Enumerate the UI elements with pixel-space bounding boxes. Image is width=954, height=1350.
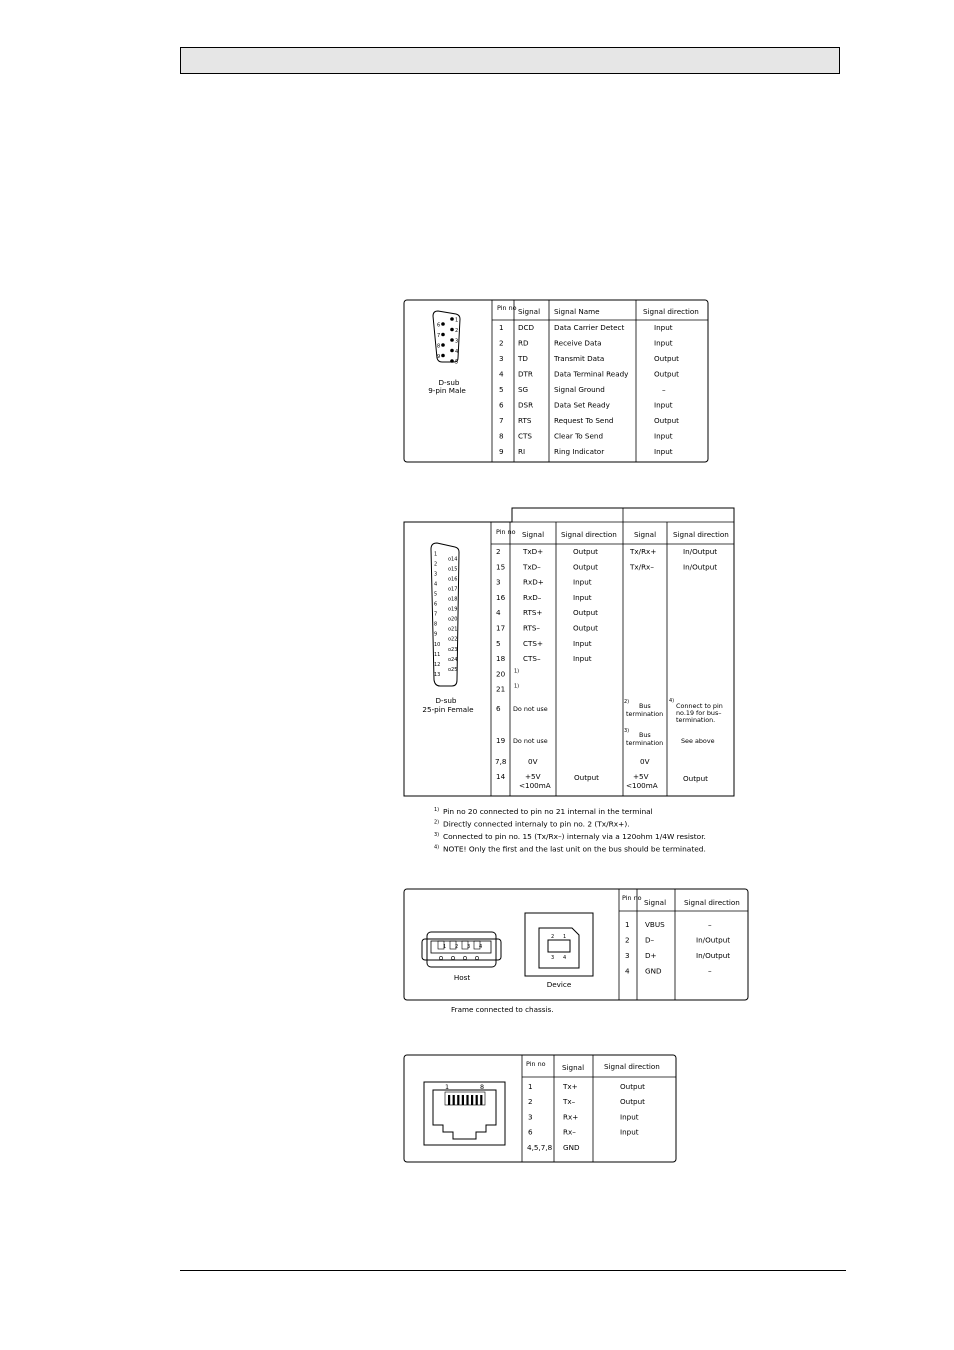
rj45-contact: [480, 1095, 482, 1105]
dsub9-pin-dot: [450, 328, 454, 332]
rs422-note-marker: 3): [434, 832, 440, 838]
rs232-row-pin: 2: [499, 338, 504, 348]
rs422-row-signal: RTS+: [523, 608, 543, 618]
rs232-row-signal: DCD: [518, 323, 535, 332]
rs422-note-marker: 4): [434, 844, 440, 851]
usb-device-pin-1: 1: [563, 934, 567, 940]
eth-row-direction: Input: [620, 1127, 639, 1137]
usb-host-connector-icon: [422, 932, 501, 967]
rs422-row6-dir2-2: no.19 for bus–: [676, 709, 722, 717]
dsub9-pin-dot: [441, 343, 445, 347]
rs232-row-signal: DSR: [518, 400, 534, 410]
rs232-row-name: Transmit Data: [554, 354, 605, 363]
rs232-row-signal: RD: [518, 338, 529, 348]
rs422-note-text: Directly connected internaly to pin no. 2 (Tx/Rx+).: [443, 819, 630, 829]
rs422-row-signal: TxD–: [523, 562, 541, 572]
dsub25-pin-number: o14: [448, 556, 458, 563]
usb-device-pin-2: 2: [551, 934, 555, 940]
usb-header-pin: Pin no: [622, 894, 642, 902]
dsub25-pin-number: 1: [434, 551, 438, 558]
eth-row-pin: 6: [528, 1127, 533, 1137]
rs422-row-signal: TxD+: [523, 547, 544, 556]
eth-row-direction: Input: [620, 1112, 639, 1122]
rs422-row-pin: 2: [496, 547, 501, 556]
rs422-row6-sig2-sup: 2): [624, 699, 630, 705]
rj45-contact: [457, 1095, 459, 1105]
rs422-note-text: Connected to pin no. 15 (Tx/Rx–) internaly via a 120ohm 1/4W resistor.: [443, 832, 706, 841]
usb-device-label: Device: [546, 980, 572, 989]
rs232-connector-label-2: 9-pin Male: [428, 386, 466, 395]
dsub9-pin-number: 6: [437, 322, 441, 329]
dsub25-pin-number: 6: [434, 601, 438, 608]
dsub25-pin-number: o16: [448, 576, 458, 583]
rs422-row-signal-footnote: 1): [514, 668, 520, 675]
rs422-row-pin: 18: [496, 654, 506, 664]
rs232-row-name: Signal Ground: [554, 385, 605, 394]
dsub9-pin-number: 8: [437, 343, 441, 350]
rs232-row-pin: 9: [499, 447, 504, 456]
rs422-header-pin: Pin no: [496, 528, 516, 536]
rs422-header-direction: Signal direction: [561, 530, 617, 539]
usb-row-direction: In/Output: [696, 951, 731, 960]
dsub25-pin-number: 11: [434, 651, 441, 658]
rs422-row14-sig2-1: +5V: [633, 772, 649, 781]
usb-device-pin-4: 4: [563, 955, 567, 961]
rs232-header-pin: Pin no: [497, 304, 517, 312]
rs422-row78-sig2: 0V: [640, 757, 650, 766]
rs422-connector-label-2: 25-pin Female: [422, 705, 474, 714]
rs485-row-signal: Tx/Rx+: [630, 547, 657, 556]
rs422-row-pin: 20: [496, 669, 506, 679]
rj45-contact: [471, 1095, 473, 1105]
usb-header-direction: Signal direction: [684, 898, 740, 907]
rs422-row-pin: 4: [496, 608, 501, 618]
dsub9-pin-dot: [441, 333, 445, 337]
rj45-contact: [453, 1095, 455, 1105]
rs422-row-signal: RxD+: [523, 577, 544, 587]
dsub25-pin-number: o22: [448, 636, 458, 643]
rs232-header-name: Signal Name: [554, 307, 600, 316]
dsub9-pin-number: 5: [455, 359, 459, 366]
rs232-row-pin: 1: [499, 323, 504, 332]
dsub25-pin-number: 5: [434, 591, 438, 598]
rs485-row-signal: Tx/Rx–: [630, 562, 654, 572]
dsub25-pin-number: o19: [448, 606, 458, 613]
rs422-row6-sig2-1: Bus: [639, 702, 651, 710]
eth-row-direction: Output: [620, 1082, 645, 1091]
dsub25-pin-number: 4: [434, 581, 438, 588]
rs422-row-pin: 21: [496, 684, 506, 694]
dsub25-pin-number: 9: [434, 631, 438, 638]
rs422-row-pin: 16: [496, 592, 506, 602]
rs232-row-direction: Input: [654, 447, 673, 456]
rs422-row6-dir2-3: termination.: [676, 716, 716, 724]
rs232-row-name: Receive Data: [554, 338, 602, 348]
rs232-row-signal: CTS: [518, 431, 532, 441]
rs422-row6-sig1: Do not use: [513, 705, 548, 713]
rs232-header-direction: Signal direction: [643, 307, 699, 316]
rs422-row-signal-footnote: 1): [514, 683, 520, 690]
rs422-row-pin: 17: [496, 623, 506, 633]
rj45-contact: [466, 1095, 468, 1105]
usb-note: Frame connected to chassis.: [451, 1005, 554, 1014]
usb-host-label: Host: [453, 973, 471, 982]
eth-row-signal: GND: [563, 1142, 580, 1152]
rs232-row-name: Ring Indicator: [554, 447, 605, 456]
dsub25-pin-number: o20: [448, 616, 458, 623]
rs232-row-signal: TD: [518, 354, 528, 363]
dsub9-pin-dot: [450, 349, 454, 353]
rs422-row19-sig2-1: Bus: [639, 731, 651, 739]
rs422-row-signal: RTS–: [523, 623, 541, 633]
rs232-row-direction: Output: [654, 354, 679, 363]
rs422-row19-sig2-sup: 3): [624, 728, 630, 734]
rs422-row19-dir2: See above: [681, 737, 715, 745]
rs232-row-name: Request To Send: [554, 416, 614, 425]
dsub9-pin-dot: [441, 354, 445, 358]
rs422-row14-sig1-1: +5V: [525, 772, 541, 781]
usb-row-signal: GND: [645, 966, 662, 976]
usb-host-pin-3: 3: [467, 944, 471, 950]
usb-host-pin-1: 1: [443, 944, 447, 950]
rs232-diagram: [404, 300, 708, 462]
rs422-note-text: Pin no 20 connected to pin no 21 internal in the terminal: [443, 807, 653, 816]
usb-device-pin-3: 3: [551, 955, 555, 961]
rj45-pin-label-1: 1: [445, 1083, 450, 1091]
rs422-row19-pin: 19: [496, 736, 506, 745]
usb-header-signal: Signal: [644, 898, 667, 907]
usb-row-signal: D–: [645, 935, 655, 945]
rs422-row6-dir2-sup: 4): [669, 698, 675, 704]
rs232-row-name: Data Terminal Ready: [554, 369, 629, 379]
dsub25-pin-number: o18: [448, 596, 458, 603]
dsub25-pin-number: o17: [448, 586, 458, 593]
dsub25-pin-number: 12: [434, 661, 441, 668]
rs232-row-signal: RI: [518, 447, 526, 456]
rs422-row-direction: Output: [573, 562, 598, 572]
page-footer-line: [180, 1270, 846, 1271]
rs232-row-pin: 6: [499, 400, 504, 410]
rs485-row-direction: In/Output: [683, 547, 718, 556]
dsub9-pin-dot: [450, 338, 454, 342]
rs422-row14-sig1-2: <100mA: [519, 781, 551, 790]
dsub25-pin-number: o23: [448, 646, 458, 653]
rs422-row78-pin: 7,8: [495, 757, 507, 766]
rs422-note-text: NOTE! Only the first and the last unit on the bus should be terminated.: [443, 844, 706, 854]
rs422-row-direction: Output: [573, 547, 598, 556]
rs232-row-signal: SG: [518, 385, 529, 394]
rs232-row-name: Data Set Ready: [554, 400, 610, 410]
rs422-row-signal: RxD–: [523, 592, 542, 602]
eth-row-signal: Rx–: [563, 1127, 576, 1137]
rj45-contact: [462, 1095, 464, 1105]
usb-row-pin: 4: [625, 966, 630, 976]
rs422-header-signal: Signal: [522, 530, 545, 539]
rj45-connector-icon: [424, 1082, 505, 1145]
dsub9-pin-number: 4: [455, 348, 459, 355]
rs422-row-pin: 3: [496, 577, 501, 587]
rs232-row-pin: 3: [499, 354, 504, 363]
usb-row-direction: –: [708, 920, 712, 929]
dsub9-pin-dot: [441, 322, 445, 326]
dsub25-pin-number: o15: [448, 566, 458, 573]
rs422-row19-sig2-2: termination: [626, 739, 664, 747]
dsub25-pin-number: o24: [448, 656, 458, 663]
ethernet-diagram: [404, 1055, 676, 1162]
dsub9-pin-number: 7: [437, 332, 441, 339]
rs232-row-pin: 8: [499, 431, 504, 441]
usb-row-pin: 1: [625, 920, 630, 929]
eth-row-signal: Rx+: [563, 1112, 579, 1122]
usb-row-direction: In/Output: [696, 935, 731, 945]
rs232-row-signal: DTR: [518, 369, 533, 379]
eth-row-pin: 2: [528, 1097, 533, 1107]
rs232-row-pin: 4: [499, 369, 504, 379]
rs422-row14-dir1: Output: [574, 773, 599, 782]
rs232-row-direction: Input: [654, 431, 673, 441]
eth-header-pin: Pin no: [526, 1060, 546, 1068]
dsub25-pin-number: 2: [434, 561, 438, 568]
rs232-row-pin: 5: [499, 385, 504, 394]
dsub25-pin-number: 13: [434, 671, 441, 678]
rj45-contact: [476, 1095, 478, 1105]
eth-row-signal: Tx+: [563, 1082, 578, 1091]
usb-row-pin: 2: [625, 935, 630, 945]
dsub25-pin-number: 7: [434, 611, 438, 618]
dsub9-pin-number: 9: [437, 353, 441, 360]
eth-header-direction: Signal direction: [604, 1062, 660, 1071]
rs232-row-name: Clear To Send: [554, 431, 604, 441]
usb-row-direction: –: [708, 966, 712, 976]
rs232-row-name: Data Carrier Detect: [554, 323, 625, 332]
rs422-row6-dir2-1: Connect to pin: [676, 702, 723, 710]
dsub25-pin-number: 8: [434, 621, 438, 628]
eth-row-signal: Tx–: [563, 1097, 576, 1107]
rs422-row78-sig1: 0V: [528, 757, 538, 766]
rs422-row6-sig2-2: termination: [626, 710, 664, 718]
rs232-row-direction: –: [662, 385, 666, 394]
rs485-header-direction: Signal direction: [673, 530, 729, 539]
rs485-header-signal: Signal: [634, 530, 657, 539]
rs422-row-pin: 5: [496, 638, 501, 648]
rs232-row-direction: Input: [654, 400, 673, 410]
rs422-connector-label-1: D-sub: [435, 696, 457, 705]
rs232-row-direction: Output: [654, 416, 679, 425]
dsub9-pin-number: 2: [455, 327, 459, 334]
usb-row-pin: 3: [625, 951, 630, 960]
dsub25-pin-number: 3: [434, 571, 438, 578]
usb-diagram: [404, 889, 748, 1014]
rs422-note-marker: 2): [434, 819, 440, 826]
rs422-row-direction: Output: [573, 608, 598, 618]
dsub9-pin-number: 1: [455, 317, 459, 324]
dsub25-pin-number: o21: [448, 626, 458, 633]
rs422-row-direction: Input: [573, 592, 592, 602]
dsub25-pin-number: o25: [448, 666, 458, 673]
dsub9-pin-dot: [450, 317, 454, 321]
rj45-contact: [448, 1095, 450, 1105]
usb-row-signal: D+: [645, 951, 657, 960]
rs422-row-pin: 15: [496, 562, 506, 572]
rs422-row-signal: CTS+: [523, 638, 543, 648]
rs232-header-signal: Signal: [518, 307, 541, 316]
usb-host-pin-2: 2: [455, 944, 459, 950]
rs422-row14-sig2-2: <100mA: [626, 781, 658, 790]
rs422-row-signal: CTS–: [523, 654, 541, 664]
eth-row-pin: 1: [528, 1082, 533, 1091]
rs422-row-direction: Input: [573, 638, 592, 648]
rs422-diagram: [404, 508, 734, 854]
rs232-row-signal: RTS: [518, 416, 532, 425]
rs422-row-direction: Input: [573, 577, 592, 587]
dsub25-pin-number: 10: [434, 641, 441, 648]
usb-host-pin-4: 4: [479, 944, 483, 950]
eth-row-direction: Output: [620, 1097, 645, 1107]
eth-row-pin: 3: [528, 1112, 533, 1122]
rs422-row-direction: Output: [573, 623, 598, 633]
rs232-row-direction: Input: [654, 323, 673, 332]
rs422-row19-sig1: Do not use: [513, 737, 548, 745]
rs422-row14-pin: 14: [496, 772, 506, 781]
rs422-row-direction: Input: [573, 654, 592, 664]
dsub9-pin-dot: [450, 359, 454, 363]
dsub9-pin-number: 3: [455, 338, 459, 345]
eth-row-pin: 4,5,7,8: [527, 1142, 553, 1152]
usb-row-signal: VBUS: [645, 920, 665, 929]
rs232-connector-label-1: D-sub: [438, 378, 460, 387]
rs422-note-marker: 1): [434, 807, 440, 813]
eth-header-signal: Signal: [562, 1063, 585, 1072]
rj45-pin-label-8: 8: [480, 1083, 485, 1091]
usb-device-connector-icon: [525, 913, 593, 976]
rs422-row6-pin: 6: [496, 704, 501, 713]
rs232-row-direction: Input: [654, 338, 673, 348]
rs232-row-pin: 7: [499, 416, 504, 425]
rs232-row-direction: Output: [654, 369, 679, 379]
rs485-row-direction: In/Output: [683, 562, 718, 572]
rs422-row14-dir2: Output: [683, 774, 708, 783]
